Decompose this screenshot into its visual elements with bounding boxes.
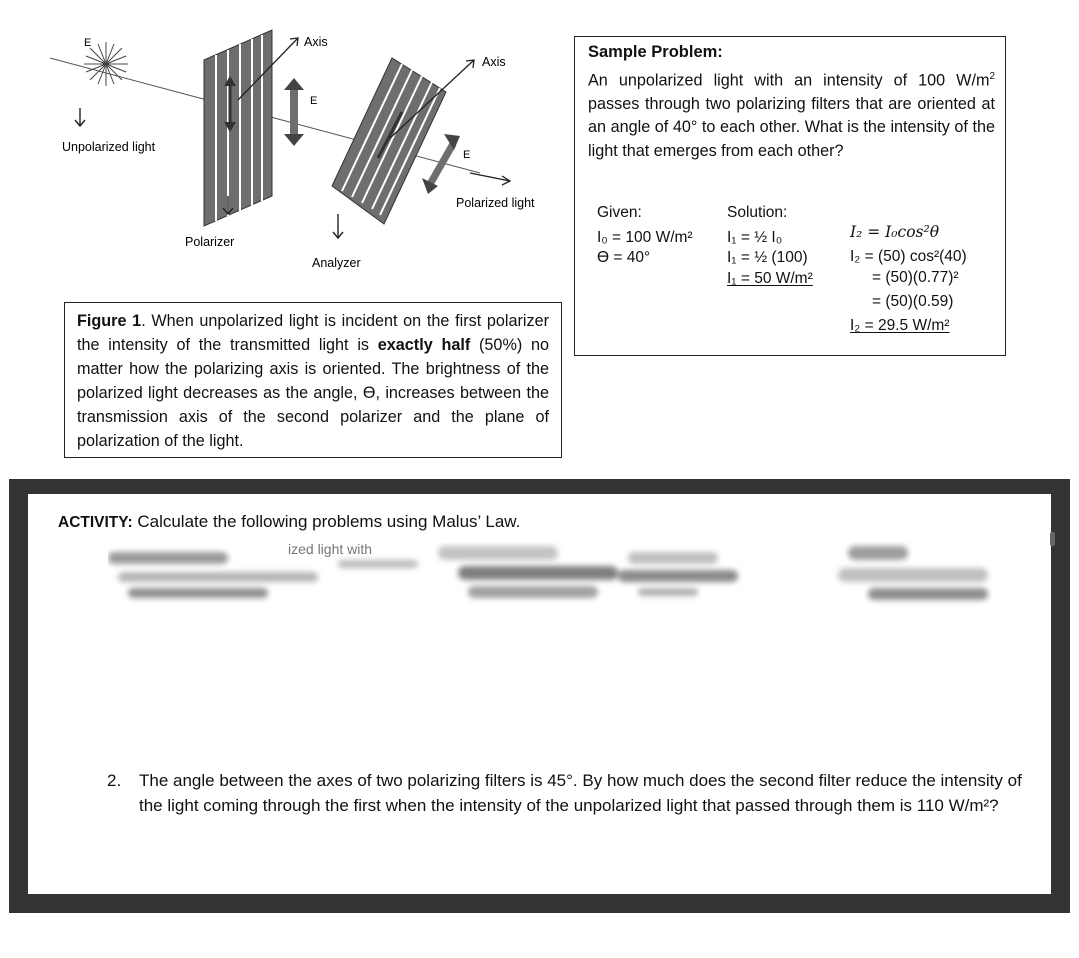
given-label: Given:	[597, 204, 642, 221]
down-arrow-icon	[75, 108, 85, 126]
activity-frame	[9, 479, 1070, 913]
diagram-label-axis-2: Axis	[482, 55, 506, 69]
sample-problem-text	[588, 65, 995, 163]
solution-1: I₁ = ½ I₀	[727, 229, 783, 246]
activity-heading	[58, 512, 520, 532]
polarized-e-arrow-icon	[422, 134, 460, 194]
polarizer-filter	[204, 30, 272, 226]
activity-label: ACTIVITY:	[58, 514, 133, 531]
diagram-label-e-left: E	[84, 37, 92, 49]
solution-2: I₁ = ½ (100)	[727, 249, 808, 266]
solution-label: Solution:	[727, 204, 788, 221]
diagram-label-analyzer: Analyzer	[312, 256, 361, 270]
solution-b1: I₂ = I₀cos²θ	[850, 223, 940, 241]
diagram-label-polarizer: Polarizer	[185, 235, 235, 249]
blurred-question-1-svg	[108, 542, 1018, 614]
question-2-number: 2.	[107, 771, 122, 790]
polarization-diagram-svg	[40, 28, 570, 278]
sample-problem-sup: 2	[989, 71, 995, 82]
solution-3: I₁ = 50 W/m²	[727, 270, 813, 287]
analyzer-down-arrow-icon	[333, 214, 343, 238]
question-2-text: The angle between the axes of two polarizing filters is 45°. By how much does the second filter reduce the intensity of the light coming through the first when the intensity of the unpolarized light that passed through them is 110 W/m²?	[139, 771, 1022, 815]
sample-problem-title: Sample Problem:	[588, 43, 723, 61]
sample-problem-text-a: An unpolarized light with an intensity of 100 W/m	[588, 71, 990, 90]
polarization-diagram	[40, 28, 570, 278]
given-2: ϴ = 40°	[597, 249, 651, 266]
scroll-indicator[interactable]	[1050, 532, 1055, 546]
figure-caption-part1: . When unpolarized light is incident on the first polarizer the intensity of the transmitted light is	[77, 312, 549, 354]
diagram-label-axis-1: Axis	[304, 35, 328, 49]
blurred-question-1	[108, 542, 1018, 614]
output-ray-arrow-icon	[470, 173, 510, 185]
diagram-label-e-right: E	[463, 149, 471, 161]
sample-problem-box	[574, 36, 1006, 356]
diagram-label-polarized: Polarized light	[456, 196, 535, 210]
solution-b2: I₂ = (50) cos²(40)	[850, 248, 967, 265]
blurred-question-1-fragment: ized light with	[288, 542, 373, 557]
given-1: I₀ = 100 W/m²	[597, 229, 693, 246]
figure-caption-bold: exactly half	[377, 336, 471, 354]
solution-b5: I₂ = 29.5 W/m²	[850, 317, 950, 334]
sample-problem-text-b: passes through two polarizing filters that are oriented at an angle of 40° to each other. What is the intensity of the light that emerges from each other?	[588, 94, 995, 160]
diagram-label-e-mid: E	[310, 95, 318, 107]
solution-b3: = (50)(0.77)²	[872, 269, 959, 286]
activity-heading-text: Calculate the following problems using Malus’ Law.	[132, 512, 521, 531]
diagram-label-unpolarized: Unpolarized light	[62, 140, 156, 154]
analyzer-filter	[332, 58, 446, 224]
figure-caption	[64, 302, 562, 458]
figure-caption-part2: (50%) no matter how the polarizing axis is oriented. The brightness of the polarized light decreases as the angle, ϴ, increases between the transmission axis of the second polarizer and the plane of polarization of the light.	[77, 336, 550, 450]
solution-b4: = (50)(0.59)	[872, 293, 954, 310]
activity-panel	[28, 494, 1051, 894]
figure-caption-lead: Figure 1	[77, 312, 142, 330]
transmitted-e-arrow-icon	[284, 78, 304, 146]
